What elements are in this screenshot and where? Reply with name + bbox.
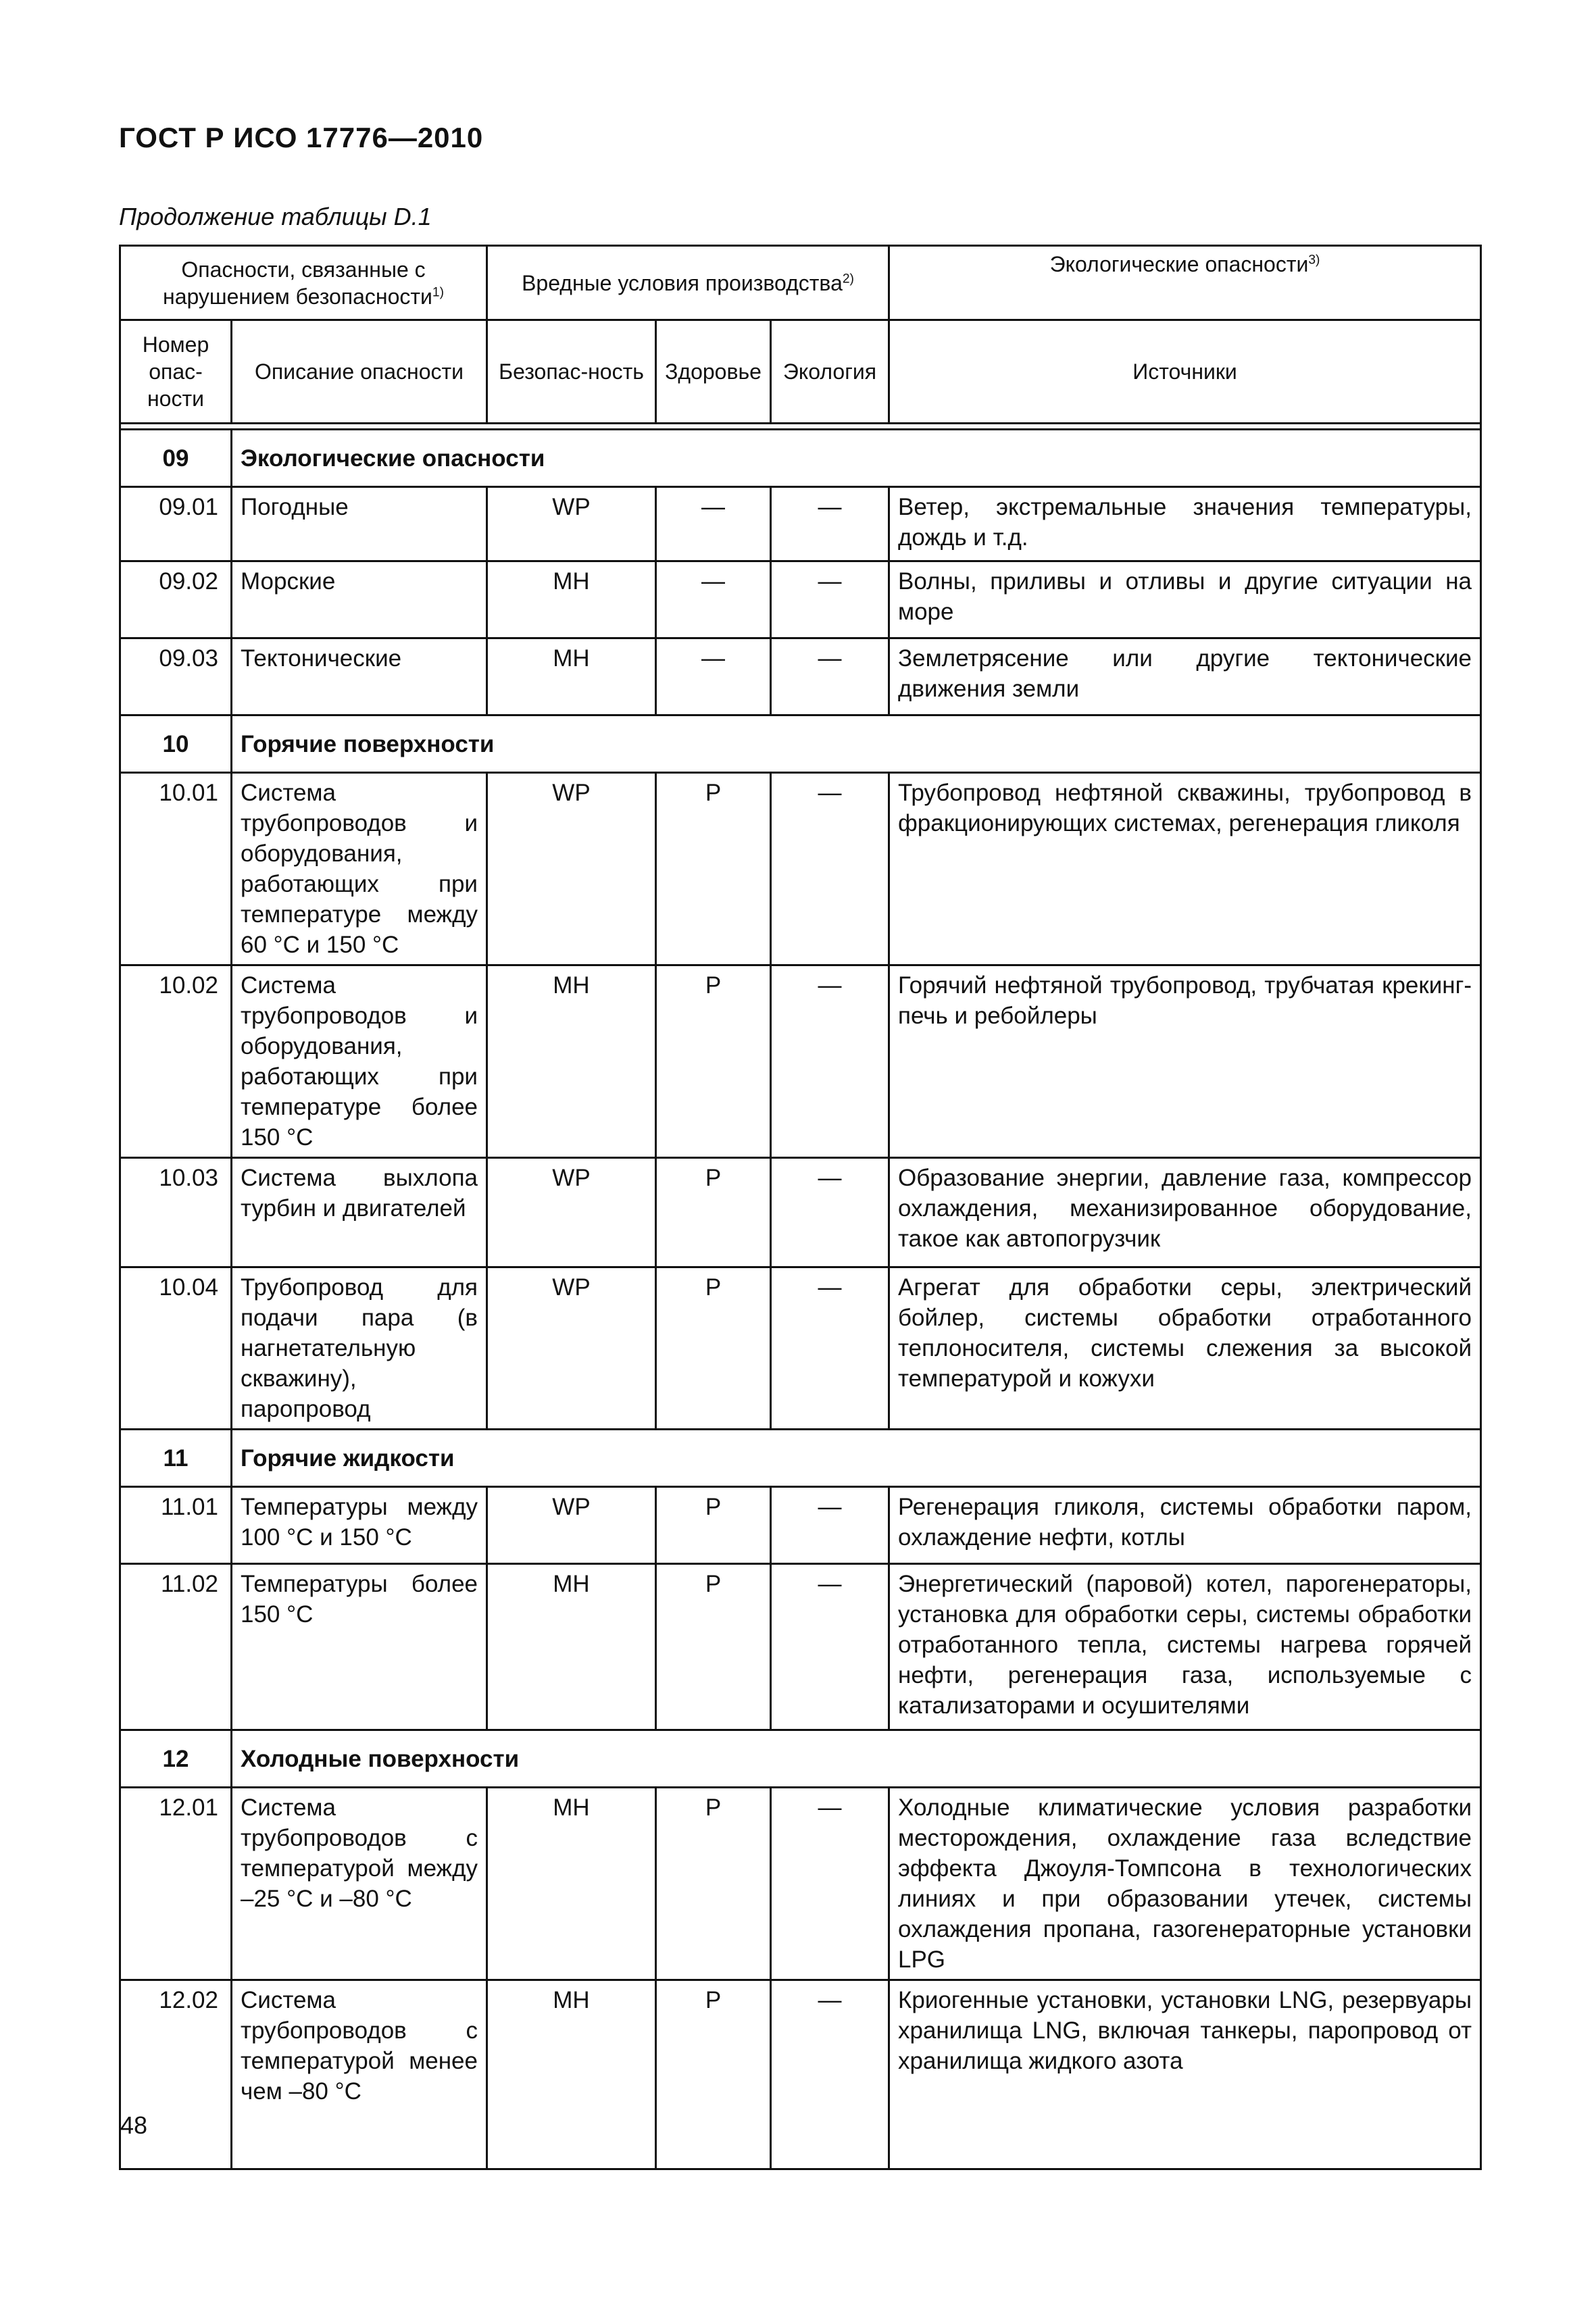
group-fill <box>656 715 1481 773</box>
hazard-description: Система трубопроводов с температурой между –25 °С и –80 °С <box>232 1788 487 1980</box>
ecology-value: — <box>771 1158 889 1267</box>
safety-value: MH <box>487 1564 656 1730</box>
group-code: 10 <box>120 715 232 773</box>
health-value: — <box>656 561 771 638</box>
group-name: Экологические опасности <box>232 430 656 487</box>
hazard-code: 12.01 <box>120 1788 232 1980</box>
health-value: P <box>656 965 771 1158</box>
header-health: Здоровье <box>656 320 771 424</box>
hazard-code: 10.02 <box>120 965 232 1158</box>
safety-value: WP <box>487 1158 656 1267</box>
table-row <box>120 1788 1481 1980</box>
health-value: P <box>656 773 771 965</box>
hazard-sources: Горячий нефтяной трубопровод, трубчатая крекинг-печь и ребойлеры <box>889 965 1481 1158</box>
header-ecology: Экология <box>771 320 889 424</box>
header-safety: Безопас-ность <box>487 320 656 424</box>
safety-value: MH <box>487 1788 656 1980</box>
ecology-value: — <box>771 1788 889 1980</box>
health-value: P <box>656 1487 771 1564</box>
hazard-code: 11.01 <box>120 1487 232 1564</box>
table-row <box>120 773 1481 965</box>
hazard-code: 11.02 <box>120 1564 232 1730</box>
table-row <box>120 487 1481 561</box>
table-row <box>120 1267 1481 1430</box>
header-separator <box>120 424 1481 430</box>
hazard-code: 09.03 <box>120 638 232 715</box>
hazard-sources: Регенерация гликоля, системы обработки паром, охлаждение нефти, котлы <box>889 1487 1481 1564</box>
hazard-description: Трубопровод для подачи пара (в нагнетательную скважину), паропровод <box>232 1267 487 1430</box>
hazard-description: Система трубопроводов и оборудования, работающих при температуре более 150 °С <box>232 965 487 1158</box>
safety-value: MH <box>487 1980 656 2169</box>
hazard-code: 10.03 <box>120 1158 232 1267</box>
group-code: 11 <box>120 1430 232 1487</box>
ecology-value: — <box>771 1487 889 1564</box>
safety-value: MH <box>487 638 656 715</box>
header-working-conditions-group: Вредные условия производства$^{2)}$ <box>487 246 889 320</box>
header-column-row <box>120 320 1481 424</box>
table-row <box>120 965 1481 1158</box>
hazard-sources: Землетрясение или другие тектонические движения земли <box>889 638 1481 715</box>
header-number: Номер опас-ности <box>120 320 232 424</box>
hazard-description: Погодные <box>232 487 487 561</box>
safety-value: WP <box>487 1267 656 1430</box>
health-value: P <box>656 1788 771 1980</box>
hazard-sources: Трубопровод нефтяной скважины, трубопровод в фракционирующих системах, регенерация гликоля <box>889 773 1481 965</box>
ecology-value: — <box>771 773 889 965</box>
hazard-description: Система выхлопа турбин и двигателей <box>232 1158 487 1267</box>
hazard-sources: Криогенные установки, установки LNG, резервуары хранилища LNG, включая танкеры, паропровод от хранилища жидкого азота <box>889 1980 1481 2169</box>
ecology-value: — <box>771 1980 889 2169</box>
safety-value: MH <box>487 965 656 1158</box>
table-row <box>120 561 1481 638</box>
hazard-code: 12.02 <box>120 1980 232 2169</box>
hazard-code: 09.01 <box>120 487 232 561</box>
hazard-description: Система трубопроводов и оборудования, работающих при температуре между 60 °С и 150 °С <box>232 773 487 965</box>
table-row <box>120 1980 1481 2169</box>
hazard-description: Тектонические <box>232 638 487 715</box>
health-value: P <box>656 1980 771 2169</box>
ecology-value: — <box>771 965 889 1158</box>
hazard-sources: Образование энергии, давление газа, компрессор охлаждения, механизированное оборудование, такое как автопогрузчик <box>889 1158 1481 1267</box>
group-row <box>120 430 1481 487</box>
ecology-value: — <box>771 561 889 638</box>
health-value: P <box>656 1267 771 1430</box>
group-name: Горячие жидкости <box>232 1430 656 1487</box>
health-value: P <box>656 1158 771 1267</box>
group-row <box>120 1730 1481 1788</box>
table-body <box>120 430 1481 2169</box>
hazard-code: 09.02 <box>120 561 232 638</box>
header-environmental-group: Экологические опасности$^{3)}$ <box>889 246 1481 320</box>
hazard-sources: Волны, приливы и отливы и другие ситуации на море <box>889 561 1481 638</box>
table-row <box>120 638 1481 715</box>
document-title: ГОСТ Р ИСО 17776—2010 <box>119 122 484 153</box>
safety-value: WP <box>487 1487 656 1564</box>
ecology-value: — <box>771 1564 889 1730</box>
hazard-sources: Агрегат для обработки серы, электрический бойлер, системы обработки отработанного теплоносителя, системы слежения за высокой температурой и кожухи <box>889 1267 1481 1430</box>
hazard-sources: Ветер, экстремальные значения температуры, дождь и т.д. <box>889 487 1481 561</box>
health-value: P <box>656 1564 771 1730</box>
table-row <box>120 1564 1481 1730</box>
page-number: 48 <box>120 2111 148 2139</box>
group-name: Горячие поверхности <box>232 715 656 773</box>
hazard-description: Система трубопроводов с температурой менее чем –80 °С <box>232 1980 487 2169</box>
hazard-table <box>119 245 1482 2170</box>
group-fill <box>656 1730 1481 1788</box>
hazard-sources: Энергетический (паровой) котел, парогенераторы, установка для обработки серы, системы обработки отработанного тепла, системы нагрева горячей нефти, регенерация газа, используемые с катализаторами и осушителями <box>889 1564 1481 1730</box>
safety-value: WP <box>487 487 656 561</box>
ecology-value: — <box>771 487 889 561</box>
table-caption: Продолжение таблицы D.1 <box>119 203 432 230</box>
hazard-description: Температуры более 150 °С <box>232 1564 487 1730</box>
header-description: Описание опасности <box>232 320 487 424</box>
group-code: 09 <box>120 430 232 487</box>
group-code: 12 <box>120 1730 232 1788</box>
table-row <box>120 1158 1481 1267</box>
hazard-sources: Холодные климатические условия разработки месторождения, охлаждение газа вследствие эффекта Джоуля-Томпсона в технологических линиях и при образовании утечек, системы охлаждения пропана, газогенераторные установки LPG <box>889 1788 1481 1980</box>
ecology-value: — <box>771 1267 889 1430</box>
group-fill <box>656 430 1481 487</box>
hazard-description: Морские <box>232 561 487 638</box>
ecology-value: — <box>771 638 889 715</box>
header-sources: Источники <box>889 320 1481 424</box>
group-name: Холодные поверхности <box>232 1730 656 1788</box>
health-value: — <box>656 487 771 561</box>
hazard-code: 10.04 <box>120 1267 232 1430</box>
safety-value: MH <box>487 561 656 638</box>
table-row <box>120 1487 1481 1564</box>
safety-value: WP <box>487 773 656 965</box>
hazard-description: Температуры между 100 °С и 150 °С <box>232 1487 487 1564</box>
group-row <box>120 715 1481 773</box>
group-fill <box>656 1430 1481 1487</box>
group-row <box>120 1430 1481 1487</box>
header-group-row <box>120 246 1481 320</box>
header-safety-group: Опасности, связанные с нарушением безопасности$^{1)}$ <box>120 246 487 320</box>
health-value: — <box>656 638 771 715</box>
hazard-code: 10.01 <box>120 773 232 965</box>
